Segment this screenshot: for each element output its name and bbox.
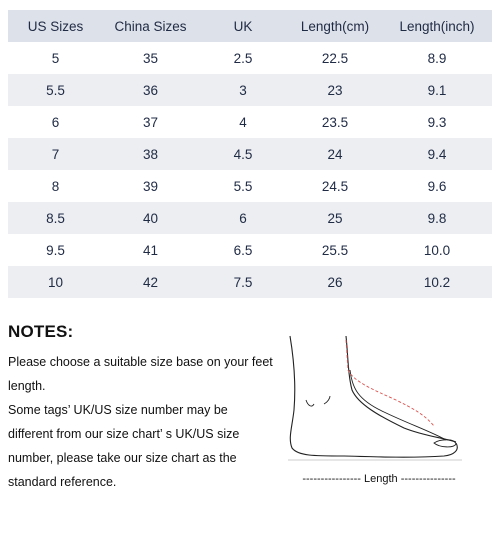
toe-outline <box>434 440 456 447</box>
cell-uk: 3 <box>198 74 288 106</box>
cell-china: 40 <box>103 202 198 234</box>
cell-china: 35 <box>142 50 159 66</box>
cell-length-cm: 23.5 <box>321 114 349 130</box>
cell-china: 41 <box>142 242 159 258</box>
cell-length-cm: 25 <box>288 202 382 234</box>
cell-us: 10 <box>8 266 103 298</box>
cell-us: 8.5 <box>8 202 103 234</box>
cell-us: 7 <box>8 138 103 170</box>
cell-uk: 6.5 <box>233 242 253 258</box>
cell-length-cm: 26 <box>288 266 382 298</box>
cell-length-inch: 9.8 <box>382 202 492 234</box>
header-uk: UK <box>198 10 288 42</box>
header-length-inch: Length(inch) <box>382 10 492 42</box>
header-length-cm: Length(cm) <box>288 10 382 42</box>
cell-china: 39 <box>142 178 159 194</box>
cell-china: 37 <box>142 114 159 130</box>
size-chart-table <box>8 10 492 298</box>
foot-measurement-diagram <box>284 330 474 490</box>
cell-uk: 2.5 <box>233 50 253 66</box>
notes-line-feet-length: Please choose a suitable size base on your feet length. <box>8 355 273 393</box>
cell-length-cm: 25.5 <box>321 242 349 258</box>
table-row <box>8 74 492 106</box>
table-row <box>8 42 492 74</box>
cell-length-cm: 22.5 <box>321 50 349 66</box>
cell-us: 8 <box>51 178 60 194</box>
table-row <box>8 234 492 266</box>
notes-title: NOTES: <box>8 322 74 341</box>
cell-us: 5 <box>51 50 60 66</box>
cell-length-cm: 24.5 <box>321 178 349 194</box>
cell-china: 42 <box>103 266 198 298</box>
header-china-sizes: China Sizes <box>103 10 198 42</box>
cell-us: 5.5 <box>8 74 103 106</box>
table-row <box>8 106 492 138</box>
cell-us: 9.5 <box>46 242 65 258</box>
heel-outline <box>290 336 457 457</box>
cell-uk: 6 <box>198 202 288 234</box>
notes-section <box>8 322 276 494</box>
cell-us: 6 <box>51 114 60 130</box>
cell-length-inch: 9.3 <box>427 114 447 130</box>
table-row <box>8 202 492 234</box>
cell-length-inch: 9.4 <box>382 138 492 170</box>
header-us-sizes: US Sizes <box>8 10 103 42</box>
cell-china: 38 <box>103 138 198 170</box>
cell-uk: 5.5 <box>233 178 253 194</box>
cell-length-inch: 8.9 <box>427 50 447 66</box>
notes-line-size-reference: Some tags’ UK/US size number may be different from our size chart’ s UK/US size number, please take our size chart as the standard reference. <box>8 403 240 489</box>
cell-length-inch: 9.1 <box>382 74 492 106</box>
table-row <box>8 266 492 298</box>
cell-length-cm: 24 <box>288 138 382 170</box>
table-header-row <box>8 10 492 42</box>
cell-uk: 4 <box>239 114 247 130</box>
length-label: ---------------- Length --------------- <box>302 473 456 485</box>
cell-uk: 7.5 <box>198 266 288 298</box>
table-row <box>8 138 492 170</box>
cell-length-inch: 9.6 <box>427 178 447 194</box>
cell-uk: 4.5 <box>198 138 288 170</box>
ankle-outline <box>306 396 330 406</box>
instep-outline <box>346 336 456 442</box>
cell-length-cm: 23 <box>288 74 382 106</box>
table-row <box>8 170 492 202</box>
cell-length-inch: 10.0 <box>423 242 451 258</box>
measure-dashed-line <box>346 340 434 426</box>
cell-china: 36 <box>103 74 198 106</box>
cell-length-inch: 10.2 <box>382 266 492 298</box>
